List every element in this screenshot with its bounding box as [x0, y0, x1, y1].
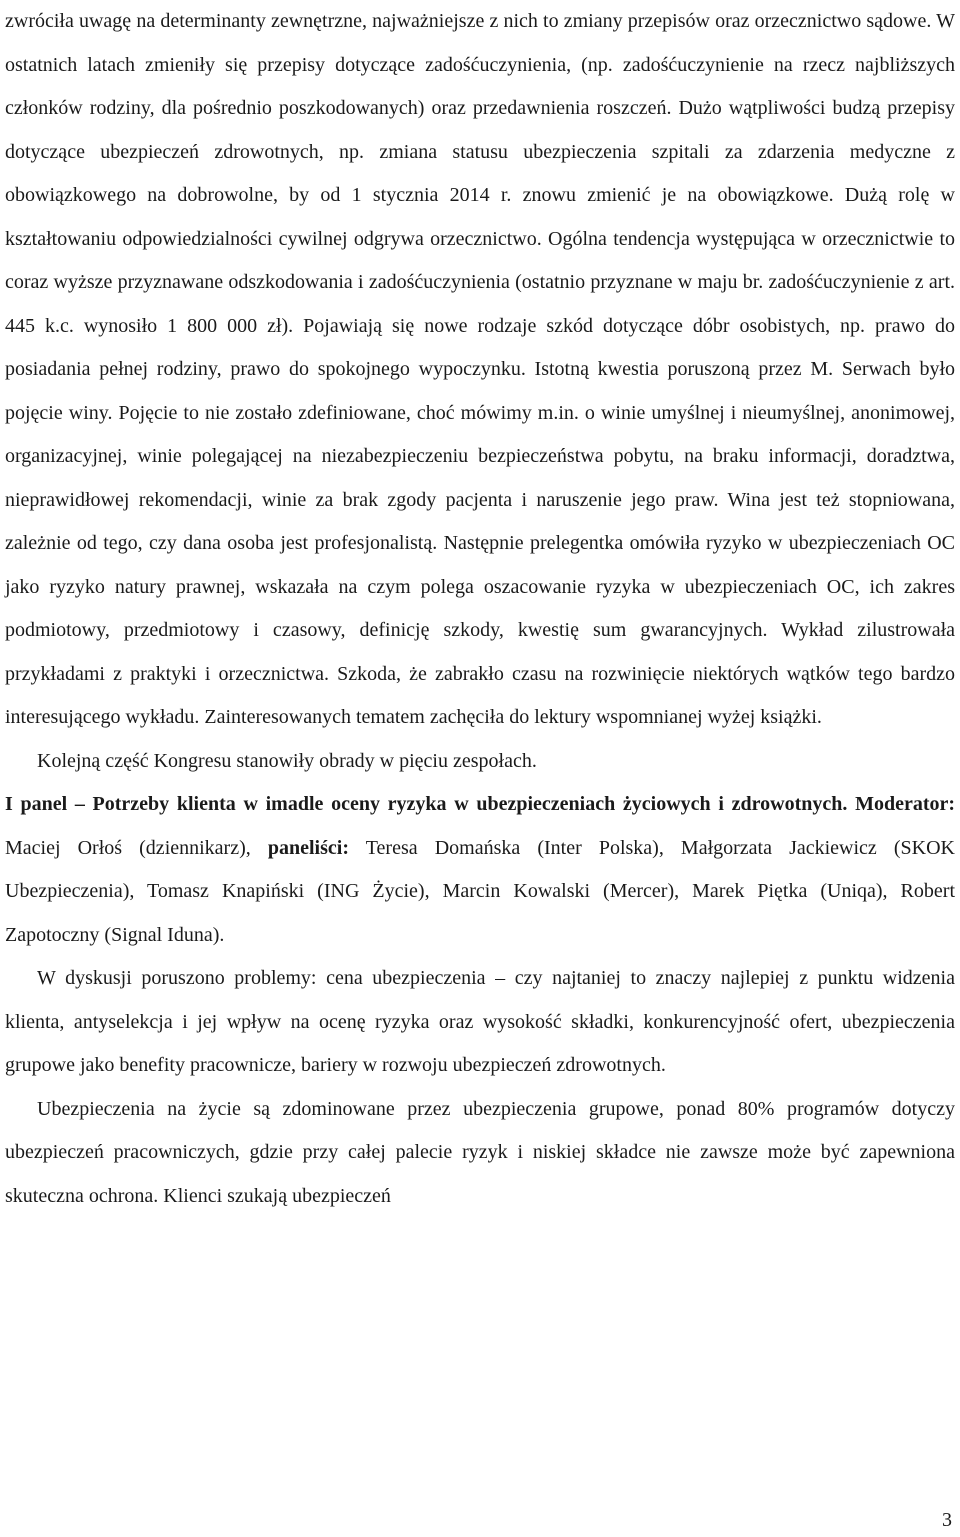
moderator-text: Maciej Orłoś (dziennikarz),	[5, 836, 268, 859]
panelists-text: Teresa Domańska (Inter Polska), Małgorzata Jackiewicz (SKOK Ubezpieczenia), Tomasz Knapiński (ING Życie), Marcin Kowalski (Mercer), Marek Piętka (Uniqa), Robert Zapotoczny (Signal Iduna).	[5, 836, 956, 946]
page-number: 3	[942, 1509, 952, 1531]
paragraph-life-insurance: Ubezpieczenia na życie są zdominowane przez ubezpieczenia grupowe, ponad 80% programów dotyczy ubezpieczeń pracowniczych, gdzie przy całej palecie ryzyk i niskiej składce nie zawsze może być zapewniona skuteczna ochrona. Klienci szukają ubezpieczeń	[5, 1097, 955, 1207]
paragraph-oc-risk: zwróciła uwagę na determinanty zewnętrzne, najważniejsze z nich to zmiany przepisów oraz orzecznictwo sądowe. W ostatnich latach zmieniły się przepisy dotyczące zadośćuczynienia, (np. zadośćuczynienie na rzecz najbliższych członków rodziny, dla pośrednio poszkodowanych) oraz przedawnienia roszczeń. Dużo wątpliwości budzą przepisy dotyczące ubezpieczeń zdrowotnych, np. zmiana statusu ubezpieczenia szpitali za zdarzenia medyczne z obowiązkowego na dobrowolne, by od 1 stycznia 2014 r. znowu zmienić je na obowiązkowe. Dużą rolę w kształtowaniu odpowiedzialności cywilnej odgrywa orzecznictwo. Ogólna tendencja występująca w orzecznictwie to coraz wyższe przyznawane odszkodowania i zadośćuczynienia (ostatnio przyznane w maju br. zadośćuczynienie z art. 445 k.c. wynosiło 1 800 000 zł). Pojawiają się nowe rodzaje szkód dotyczące dóbr osobistych, np. prawo do posiadania pełnej rodziny, prawo do spokojnego wypoczynku. Istotną kwestia poruszoną przez M. Serwach było pojęcie winy. Pojęcie to nie zostało zdefiniowane, choć mówimy m.in. o winie umyślnej i nieumyślnej, anonimowej, organizacyjnej, winie polegającej na niezabezpieczeniu bezpieczeństwa pobytu, na braku informacji, doradztwa, nieprawidłowej rekomendacji, winie za brak zgody pacjenta i naruszenie jego praw. Wina jest też stopniowana, zależnie od tego, czy dana osoba jest profesjonalistą. Następnie prelegentka omówiła ryzyko w ubezpieczeniach OC jako ryzyko natury prawnej, wskazała na czym polega oszacowanie ryzyka w ubezpieczeniach OC, ich zakres podmiotowy, przedmiotowy i czasowy, definicję szkody, kwestię sum gwarancyjnych. Wykład zilustrowała przykładami z praktyki i orzecznictwa. Szkoda, że zabrakło czasu na rozwinięcie niektórych wątków tego bardzo interesującego wykładu. Zainteresowanych tematem zachęciła do lektury wspomnianej wyżej książki.	[5, 10, 955, 728]
panelists-label: paneliści:	[267, 836, 349, 859]
document-page	[5, 0, 955, 1218]
panel-title: I panel – Potrzeby klienta w imadle oceny ryzyka w ubezpieczeniach życiowych i zdrowotnych.	[5, 793, 848, 815]
paragraph-discussion: W dyskusji poruszono problemy: cena ubezpieczenia – czy najtaniej to znaczy najlepiej z punktu widzenia klienta, antyselekcja i jej wpływ na ocenę ryzyka oraz wysokość składki, konkurencyjność ofert, ubezpieczenia grupowe jako benefity pracownicze, bariery w rozwoju ubezpieczeń zdrowotnych.	[5, 967, 955, 1076]
paragraph-congress-panels: Kolejną część Kongresu stanowiły obrady w pięciu zespołach.	[37, 749, 537, 772]
moderator-label: Moderator:	[855, 793, 956, 815]
paragraph-panel-one	[5, 783, 955, 957]
